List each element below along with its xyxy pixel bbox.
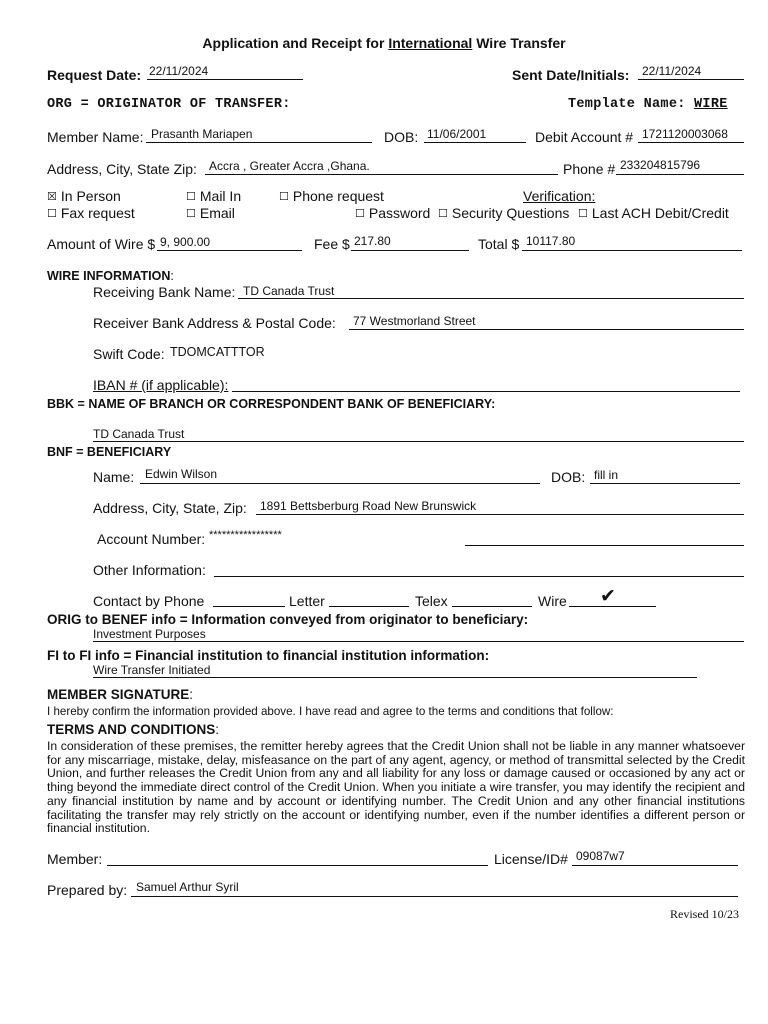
prepared-by-label: Prepared by: <box>47 882 128 898</box>
prepared-by-value[interactable]: Samuel Arthur Syril <box>136 880 239 894</box>
member-label: Member: <box>47 851 103 867</box>
request-date-line <box>147 79 303 80</box>
security-questions-label: Security Questions <box>451 205 570 221</box>
password-checkbox[interactable]: ☐ <box>355 208 365 220</box>
address-value[interactable]: Accra , Greater Accra ,Ghana. <box>209 159 370 173</box>
receiving-bank-line <box>238 298 744 299</box>
security-questions-checkbox[interactable]: ☐ <box>438 208 448 220</box>
request-date-value[interactable]: 22/11/2024 <box>149 64 209 78</box>
orig-to-benef-header: ORIG to BENEF info = Information conveyed from originator to beneficiary: <box>47 612 529 627</box>
debit-account-line <box>638 142 744 143</box>
bnf-account-line <box>465 545 744 546</box>
fee-value[interactable]: 217.80 <box>354 234 391 248</box>
password-label: Password <box>368 205 431 221</box>
signature-confirm-text: I hereby confirm the information provided above. I have read and agree to the terms and conditions that follow: <box>47 705 614 718</box>
fax-request-label: Fax request <box>60 205 135 221</box>
phone-request-label: Phone request <box>292 188 384 204</box>
orig-to-benef-value[interactable]: Investment Purposes <box>93 627 206 641</box>
license-label: License/ID# <box>494 851 568 867</box>
sent-date-label: Sent Date/Initials: <box>512 67 630 83</box>
in-person-option[interactable] <box>47 188 121 204</box>
phone-value[interactable]: 233204815796 <box>620 158 701 172</box>
bnf-dob-label: DOB: <box>551 469 586 485</box>
signature-header <box>47 687 193 702</box>
mail-in-option[interactable] <box>186 188 241 204</box>
terms-title: TERMS AND CONDITIONS <box>47 722 216 737</box>
title-prefix: Application and Receipt for <box>202 35 389 51</box>
fee-line <box>351 250 469 251</box>
bnf-account-value[interactable]: ***************** <box>209 529 282 541</box>
bnf-name-line <box>140 483 540 484</box>
contact-telex-label: Telex <box>415 593 448 609</box>
receiving-bank-value[interactable]: TD Canada Trust <box>243 284 335 298</box>
template-name <box>568 97 728 112</box>
bnf-address-line <box>256 514 744 515</box>
bnf-name-value[interactable]: Edwin Wilson <box>145 467 218 481</box>
title-suffix: Wire Transfer <box>472 35 566 51</box>
receiver-address-label: Receiver Bank Address & Postal Code: <box>93 315 336 331</box>
password-option[interactable] <box>355 205 430 221</box>
total-label: Total $ <box>478 236 520 252</box>
contact-phone-label: Contact by Phone <box>93 593 205 609</box>
org-header: ORG = ORIGINATOR OF TRANSFER: <box>47 97 291 112</box>
bbk-line <box>93 441 744 442</box>
address-label: Address, City, State Zip: <box>47 161 197 177</box>
contact-phone-line[interactable] <box>213 606 285 607</box>
phone-line <box>616 174 744 175</box>
orig-to-benef-line <box>93 641 744 642</box>
fax-request-option[interactable] <box>47 205 135 221</box>
terms-colon: : <box>215 722 220 737</box>
member-line <box>107 865 488 866</box>
amount-line <box>157 250 302 251</box>
bnf-name-label: Name: <box>93 469 135 485</box>
iban-label <box>93 377 228 393</box>
terms-body: In consideration of these premises, the remitter hereby agrees that the Credit Union shall not be liable in any manner whatsoever for any miscarriage, mistake, delay, misfeasance on the part of any agent, agency, or method of transmittal selected by the Credit Union, and further releases the Credit Union from any and all liability for any loss or damage caused or occasioned by any act or thing beyond the immediate direct control of the Credit Union. When you initiate a wire transfer, you may identify the recipient and any financial institution by name and by account or identifying number. The Credit Union and any other financial institutions facilitating the transfer may rely strictly on the account or identifying number, even if the number identifies a different person or financial institution. <box>47 739 745 836</box>
email-checkbox[interactable]: ☐ <box>186 208 196 220</box>
bbk-value[interactable]: TD Canada Trust <box>93 427 185 441</box>
revised-note: Revised 10/23 <box>670 907 739 921</box>
bnf-account-label: Account Number: <box>97 531 206 547</box>
member-name-line <box>146 142 372 143</box>
member-name-value[interactable]: Prasanth Mariapen <box>151 127 253 141</box>
debit-account-label: Debit Account # <box>535 129 634 145</box>
request-date-label: Request Date: <box>47 67 142 83</box>
last-ach-option[interactable] <box>578 205 729 221</box>
debit-account-value[interactable]: 1721120003068 <box>642 127 728 141</box>
fee-label: Fee $ <box>314 236 350 252</box>
email-label: Email <box>199 205 235 221</box>
amount-label: Amount of Wire $ <box>47 236 156 252</box>
wire-info-header <box>47 269 174 283</box>
contact-telex-line[interactable] <box>452 606 532 607</box>
email-option[interactable] <box>186 205 235 221</box>
signature-title: MEMBER SIGNATURE <box>47 687 190 702</box>
prepared-by-line <box>131 896 738 897</box>
contact-letter-line[interactable] <box>329 606 409 607</box>
receiver-address-line <box>349 329 744 330</box>
last-ach-checkbox[interactable]: ☐ <box>578 208 588 220</box>
address-line <box>205 174 558 175</box>
total-line <box>522 250 742 251</box>
license-value[interactable]: 09087w7 <box>576 849 625 863</box>
member-name-label: Member Name: <box>47 129 144 145</box>
wire-info-title: WIRE INFORMATION <box>47 269 171 283</box>
dob-value[interactable]: 11/06/2001 <box>427 127 487 141</box>
receiver-address-value[interactable]: 77 Westmorland Street <box>353 314 476 328</box>
dob-line <box>424 142 526 143</box>
iban-line <box>232 391 740 392</box>
total-value[interactable]: 10117.80 <box>526 234 576 248</box>
fi-to-fi-header: FI to FI info = Financial institution to financial institution information: <box>47 648 490 663</box>
title-underlined: International <box>388 35 473 51</box>
fi-to-fi-line <box>93 677 697 678</box>
fax-request-checkbox[interactable]: ☐ <box>47 208 57 220</box>
phone-request-checkbox[interactable]: ☐ <box>279 191 289 203</box>
in-person-checkbox[interactable]: ☒ <box>47 191 57 203</box>
form-title <box>0 35 768 51</box>
bnf-header: BNF = BENEFICIARY <box>47 445 172 459</box>
sent-date-line <box>638 79 744 80</box>
security-questions-option[interactable] <box>438 205 569 221</box>
swift-code-value[interactable]: TDOMCATTTOR <box>170 345 265 359</box>
last-ach-label: Last ACH Debit/Credit <box>591 205 729 221</box>
bnf-other-line <box>214 576 744 577</box>
amount-value[interactable]: 9, 900.00 <box>160 235 211 249</box>
mail-in-label: Mail In <box>199 188 242 204</box>
bnf-dob-line <box>590 483 740 484</box>
fi-to-fi-value[interactable]: Wire Transfer Initiated <box>93 663 211 677</box>
template-value: WIRE <box>694 97 728 112</box>
bnf-address-label: Address, City, State, Zip: <box>93 500 247 516</box>
swift-code-label: Swift Code: <box>93 346 165 362</box>
receiving-bank-label: Receiving Bank Name: <box>93 284 236 300</box>
template-label: Template Name: <box>568 97 695 112</box>
contact-letter-label: Letter <box>289 593 325 609</box>
wire-checkmark-icon: ✔ <box>600 585 616 607</box>
phone-label: Phone # <box>563 161 616 177</box>
bnf-other-label: Other Information: <box>93 562 206 578</box>
sent-date-value[interactable]: 22/11/2024 <box>642 64 702 78</box>
bbk-header: BBK = NAME OF BRANCH OR CORRESPONDENT BANK OF BENEFICIARY: <box>47 397 496 411</box>
iban-label-text: IBAN # (if applicable): <box>93 377 229 393</box>
signature-colon: : <box>189 687 194 702</box>
in-person-label: In Person <box>60 188 121 204</box>
contact-wire-label: Wire <box>538 593 567 609</box>
dob-label: DOB: <box>384 129 419 145</box>
license-line <box>572 865 738 866</box>
verification-text: Verification: <box>523 188 596 204</box>
mail-in-checkbox[interactable]: ☐ <box>186 191 196 203</box>
verification-label <box>523 188 595 204</box>
bnf-address-value[interactable]: 1891 Bettsberburg Road New Brunswick <box>260 499 477 513</box>
phone-request-option[interactable] <box>279 188 384 204</box>
wire-info-colon: : <box>170 269 174 283</box>
bnf-dob-value[interactable]: fill in <box>594 468 619 482</box>
terms-header <box>47 722 219 737</box>
